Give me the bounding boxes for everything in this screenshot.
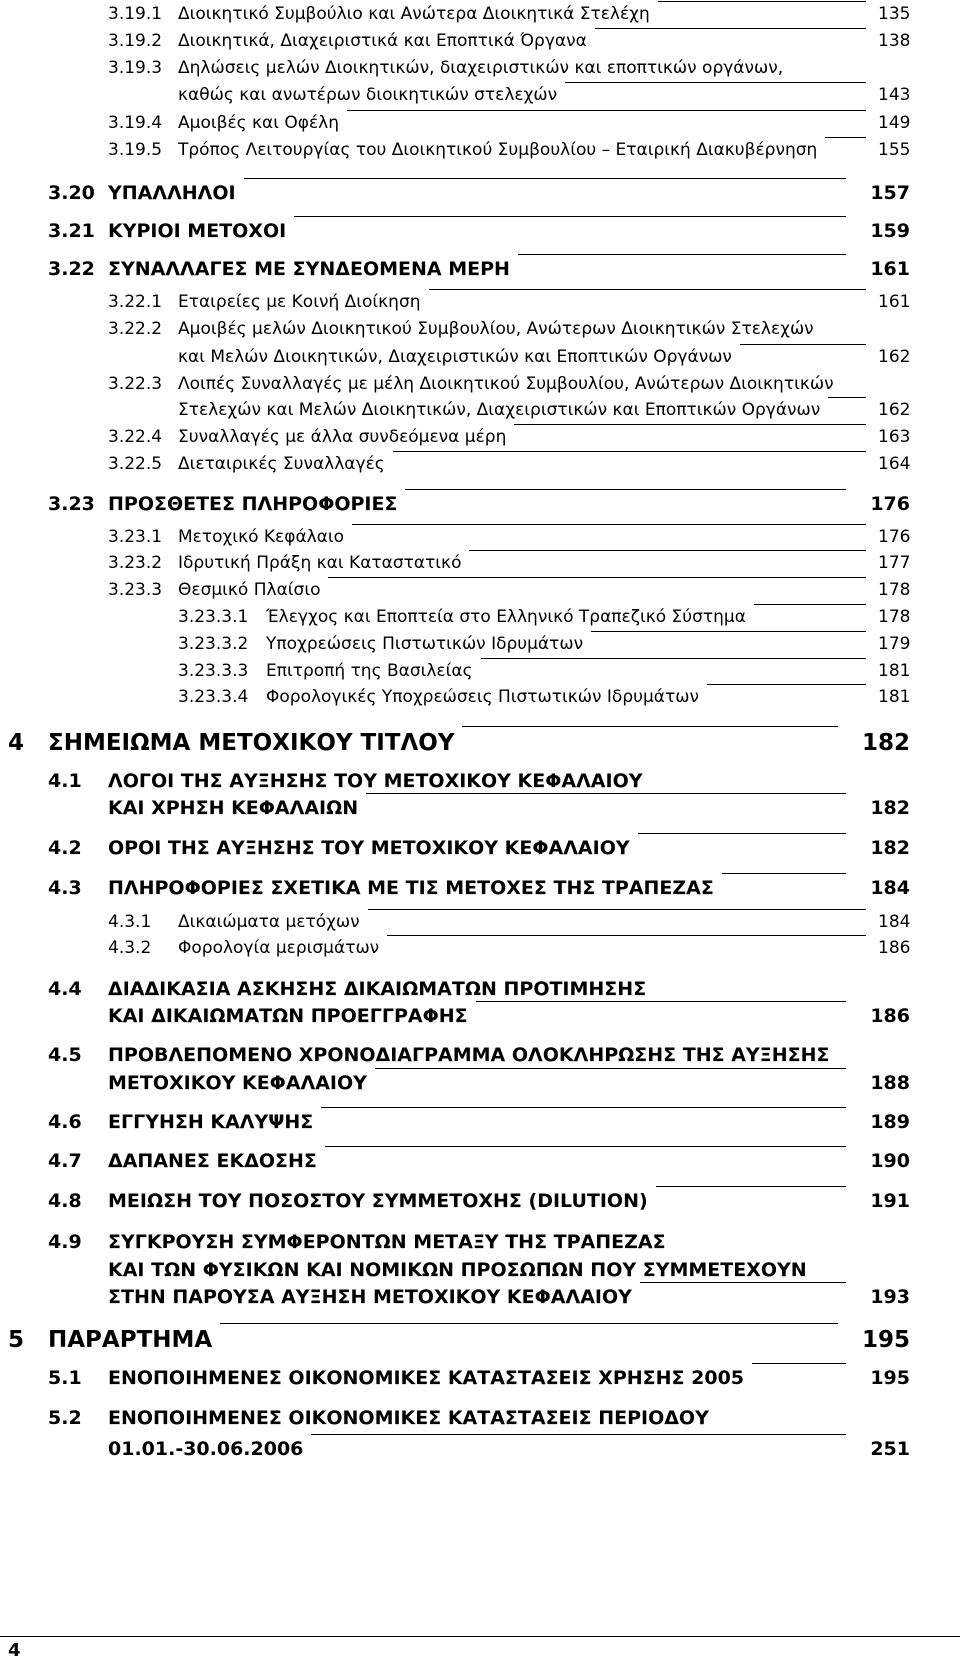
toc-entry-page: 182 [870,797,910,819]
toc-entry-page: 195 [861,1327,910,1353]
toc-entry-page: 176 [878,527,911,547]
toc-entry-page: 177 [878,553,911,573]
toc-entry-number: 4.4 [48,978,82,1000]
footer-page-number: 4 [8,1640,21,1661]
toc-entry-title: Δικαιώματα μετόχων [178,912,360,932]
toc-entry-page: 195 [870,1367,910,1389]
toc-entry-leader [405,489,846,490]
toc-entry-number: 3.23.3.4 [178,687,249,707]
toc-entry-title: Ιδρυτική Πράξη και Καταστατικό [178,553,462,573]
toc-entry-number: 3.23.1 [108,527,163,547]
toc-entry-number: 4.2 [48,837,82,859]
toc-entry-page: 191 [870,1190,910,1212]
toc-entry-title: ΣΥΝΑΛΛΑΓΕΣ ΜΕ ΣΥΝΔΕΟΜΕΝΑ ΜΕΡΗ [108,258,510,280]
toc-entry-page: 138 [878,31,911,51]
toc-entry-title: ΟΡΟΙ ΤΗΣ ΑΥΞΗΣΗΣ ΤΟΥ ΜΕΤΟΧΙΚΟΥ ΚΕΦΑΛΑΙΟΥ [108,837,630,859]
toc-entry-title: ΣΤΗΝ ΠΑΡΟΥΣΑ ΑΥΞΗΣΗ ΜΕΤΟΧΙΚΟΥ ΚΕΦΑΛΑΙΟΥ [108,1286,632,1308]
toc-entry-page: 190 [870,1150,910,1172]
toc-entry-leader [565,82,866,83]
toc-entry-leader [393,451,866,452]
toc-entry-page: 162 [878,347,911,367]
toc-entry-title: Αμοιβές και Οφέλη [178,113,340,133]
toc-entry-leader [518,254,846,255]
toc-entry-leader [640,1282,846,1283]
toc-entry-title: 01.01.-30.06.2006 [108,1438,304,1460]
toc-entry-number: 4.8 [48,1190,82,1212]
toc-entry-number: 3.19.1 [108,4,163,24]
toc-entry-title: ΛΟΓΟΙ ΤΗΣ ΑΥΞΗΣΗΣ ΤΟΥ ΜΕΤΟΧΙΚΟΥ ΚΕΦΑΛΑΙΟΥ [108,770,643,792]
toc-entry-number: 5.1 [48,1367,82,1389]
toc-entry-title: ΣΗΜΕΙΩΜΑ ΜΕΤΟΧΙΚΟΥ ΤΙΤΛΟΥ [48,730,455,756]
toc-entry-title: ΠΛΗΡΟΦΟΡΙΕΣ ΣΧΕΤΙΚΑ ΜΕ ΤΙΣ ΜΕΤΟΧΕΣ ΤΗΣ ΤΡΑΠΕΖΑΣ [108,877,714,899]
toc-entry-page: 182 [861,730,910,756]
toc-entry-page: 161 [878,292,911,312]
toc-entry-number: 3.19.5 [108,140,163,160]
toc-entry-title: ΣΥΓΚΡΟΥΣΗ ΣΥΜΦΕΡΟΝΤΩΝ ΜΕΤΑΞΥ ΤΗΣ ΤΡΑΠΕΖΑΣ [108,1231,666,1253]
toc-entry-leader [311,1434,846,1435]
toc-entry-page: 176 [870,493,910,515]
toc-entry-leader [347,110,866,111]
toc-entry-title: ΠΡΟΣΘΕΤΕΣ ΠΛΗΡΟΦΟΡΙΕΣ [108,493,398,515]
toc-entry-number: 3.22.5 [108,454,163,474]
toc-entry-leader [740,344,866,345]
toc-entry-leader [366,793,846,794]
toc-entry-number: 3.19.4 [108,113,163,133]
toc-entry-leader [656,1186,846,1187]
toc-entry-page: 186 [878,938,911,958]
toc-entry-number: 3.23.3.3 [178,661,249,681]
toc-entry-page: 143 [878,85,911,105]
toc-entry-number: 3.19.2 [108,31,163,51]
toc-entry-title: Διοικητικό Συμβούλιο και Ανώτερα Διοικητικά Στελέχη [178,4,650,24]
toc-entry-page: 135 [878,4,911,24]
toc-entry-number: 4.7 [48,1150,82,1172]
toc-entry-leader [387,935,866,936]
toc-entry-title: ΕΝΟΠΟΙΗΜΕΝΕΣ ΟΙΚΟΝΟΜΙΚΕΣ ΚΑΤΑΣΤΑΣΕΙΣ ΧΡΗΣΗΣ 2005 [108,1367,745,1389]
toc-entry-title: ΜΕΤΟΧΙΚΟΥ ΚΕΦΑΛΑΙΟΥ [108,1072,367,1094]
toc-entry-number: 3.22.2 [108,319,163,339]
toc-entry-title: ΕΓΓΥΗΣΗ ΚΑΛΥΨΗΣ [108,1111,314,1133]
toc-entry-page: 162 [878,400,911,420]
toc-entry-leader [368,909,866,910]
toc-entry-number: 4.3 [48,877,82,899]
toc-entry-leader [638,833,846,834]
toc-entry-leader [481,658,866,659]
toc-entry-title: και Μελών Διοικητικών, Διαχειριστικών και Εποπτικών Οργάνων [178,347,732,367]
footer-rule [0,1636,960,1637]
toc-entry-leader [352,524,866,525]
toc-entry-leader [595,28,866,29]
toc-entry-page: 182 [870,837,910,859]
toc-entry-number: 3.22.4 [108,427,163,447]
toc-entry-page: 188 [870,1072,910,1094]
toc-entry-number: 4 [8,730,25,756]
toc-entry-leader [828,397,866,398]
toc-entry-page: 184 [878,912,911,932]
toc-entry-page: 159 [870,220,910,242]
toc-entry-number: 3.22 [48,258,95,280]
toc-entry-title: Αμοιβές μελών Διοικητικού Συμβουλίου, Ανώτερων Διοικητικών Στελεχών [178,319,814,339]
toc-entry-number: 3.23.3.2 [178,634,249,654]
toc-entry-page: 184 [870,877,910,899]
toc-entry-number: 3.23.2 [108,553,163,573]
toc-entry-number: 3.22.1 [108,292,163,312]
toc-entry-title: ΔΙΑΔΙΚΑΣΙΑ ΑΣΚΗΣΗΣ ΔΙΚΑΙΩΜΑΤΩΝ ΠΡΟΤΙΜΗΣΗΣ [108,978,647,1000]
toc-entry-title: ΥΠΑΛΛΗΛΟΙ [108,182,236,204]
toc-entry-leader [707,684,866,685]
toc-entry-title: ΠΡΟΒΛΕΠΟΜΕΝΟ ΧΡΟΝΟΔΙΑΓΡΑΜΜΑ ΟΛΟΚΛΗΡΩΣΗΣ ΤΗΣ ΑΥΞΗΣΗΣ [108,1044,830,1066]
toc-entry-leader [462,726,838,727]
toc-entry-page: 179 [878,634,911,654]
toc-entry-leader [429,289,866,290]
toc-entry-number: 4.3.1 [108,912,152,932]
toc-entry-leader [244,178,846,179]
toc-entry-number: 3.21 [48,220,95,242]
toc-entry-page: 178 [878,607,911,627]
toc-entry-leader [328,577,866,578]
toc-entry-page: 149 [878,113,911,133]
toc-entry-number: 3.20 [48,182,95,204]
toc-entry-leader [722,873,846,874]
toc-entry-title: καθώς και ανωτέρων διοικητικών στελεχών [178,85,558,105]
toc-entry-page: 181 [878,687,911,707]
toc-entry-title: ΚΥΡΙΟΙ ΜΕΤΟΧΟΙ [108,220,287,242]
toc-entry-title: ΔΑΠΑΝΕΣ ΕΚΔΟΣΗΣ [108,1150,317,1172]
toc-entry-title: Δηλώσεις μελών Διοικητικών, διαχειριστικών και εποπτικών οργάνων, [178,58,784,78]
toc-entry-title: ΚΑΙ ΔΙΚΑΙΩΜΑΤΩΝ ΠΡΟΕΓΓΡΑΦΗΣ [108,1005,468,1027]
toc-entry-number: 4.6 [48,1111,82,1133]
toc-entry-leader [321,1107,846,1108]
toc-entry-page: 193 [870,1286,910,1308]
toc-entry-number: 4.3.2 [108,938,152,958]
toc-entry-leader [754,604,866,605]
toc-entry-title: ΕΝΟΠΟΙΗΜΕΝΕΣ ΟΙΚΟΝΟΜΙΚΕΣ ΚΑΤΑΣΤΑΣΕΙΣ ΠΕΡΙΟΔΟΥ [108,1407,709,1429]
toc-entry-title: Έλεγχος και Εποπτεία στο Ελληνικό Τραπεζικό Σύστημα [266,607,746,627]
toc-entry-title: Εταιρείες με Κοινή Διοίκηση [178,292,421,312]
toc-entry-page: 178 [878,580,911,600]
toc-entry-title: ΠΑΡΑΡΤΗΜΑ [48,1327,213,1353]
toc-entry-number: 3.23 [48,493,95,515]
toc-entry-number: 3.23.3 [108,580,163,600]
toc-entry-leader [825,137,866,138]
toc-entry-title: Συναλλαγές με άλλα συνδεόμενα μέρη [178,427,507,447]
toc-entry-number: 4.9 [48,1231,82,1253]
toc-entry-page: 157 [870,182,910,204]
toc-entry-number: 3.19.3 [108,58,163,78]
toc-entry-title: Φορολογία μερισμάτων [178,938,380,958]
toc-entry-title: ΜΕΙΩΣΗ ΤΟΥ ΠΟΣΟΣΤΟΥ ΣΥΜΜΕΤΟΧΗΣ (DILUTION) [108,1190,648,1212]
toc-entry-number: 5 [8,1327,25,1353]
toc-entry-title: Διοικητικά, Διαχειριστικά και Εποπτικά Όργανα [178,31,587,51]
toc-entry-page: 161 [870,258,910,280]
toc-entry-leader [375,1068,846,1069]
toc-entry-title: Μετοχικό Κεφάλαιο [178,527,345,547]
toc-entry-number: 3.22.3 [108,374,163,394]
toc-entry-page: 164 [878,454,911,474]
toc-entry-page: 251 [870,1438,910,1460]
toc-entry-leader [591,631,866,632]
toc-entry-title: Διεταιρικές Συναλλαγές [178,454,385,474]
toc-entry-leader [752,1363,846,1364]
toc-entry-leader [294,216,846,217]
toc-entry-leader [325,1146,846,1147]
toc-entry-title: ΚΑΙ ΧΡΗΣΗ ΚΕΦΑΛΑΙΩΝ [108,797,359,819]
toc-entry-page: 186 [870,1005,910,1027]
toc-entry-page: 163 [878,427,911,447]
toc-entry-title: Φορολογικές Υποχρεώσεις Πιστωτικών Ιδρυμάτων [266,687,699,707]
toc-entry-leader [476,1001,846,1002]
toc-entry-number: 4.5 [48,1044,82,1066]
toc-entry-page: 181 [878,661,911,681]
toc-entry-title: Λοιπές Συναλλαγές με μέλη Διοικητικού Συμβουλίου, Ανώτερων Διοικητικών [178,374,834,394]
toc-entry-title: ΚΑΙ ΤΩΝ ΦΥΣΙΚΩΝ ΚΑΙ ΝΟΜΙΚΩΝ ΠΡΟΣΩΠΩΝ ΠΟΥ ΣΥΜΜΕΤΕΧΟΥΝ [108,1259,807,1281]
toc-entry-number: 3.23.3.1 [178,607,249,627]
toc-entry-number: 5.2 [48,1407,82,1429]
toc-entry-title: Στελεχών και Μελών Διοικητικών, Διαχειριστικών και Εποπτικών Οργάνων [178,400,821,420]
toc-entry-page: 155 [878,140,911,160]
toc-entry-title: Υποχρεώσεις Πιστωτικών Ιδρυμάτων [266,634,584,654]
toc-entry-leader [658,1,866,2]
toc-entry-number: 4.1 [48,770,82,792]
toc-entry-leader [220,1323,838,1324]
toc-entry-leader [514,424,866,425]
toc-entry-title: Επιτροπή της Βασιλείας [266,661,473,681]
toc-entry-title: Τρόπος Λειτουργίας του Διοικητικού Συμβουλίου – Εταιρική Διακυβέρνηση [178,140,818,160]
toc-entry-leader [469,550,866,551]
toc-entry-title: Θεσμικό Πλαίσιο [178,580,321,600]
toc-entry-page: 189 [870,1111,910,1133]
